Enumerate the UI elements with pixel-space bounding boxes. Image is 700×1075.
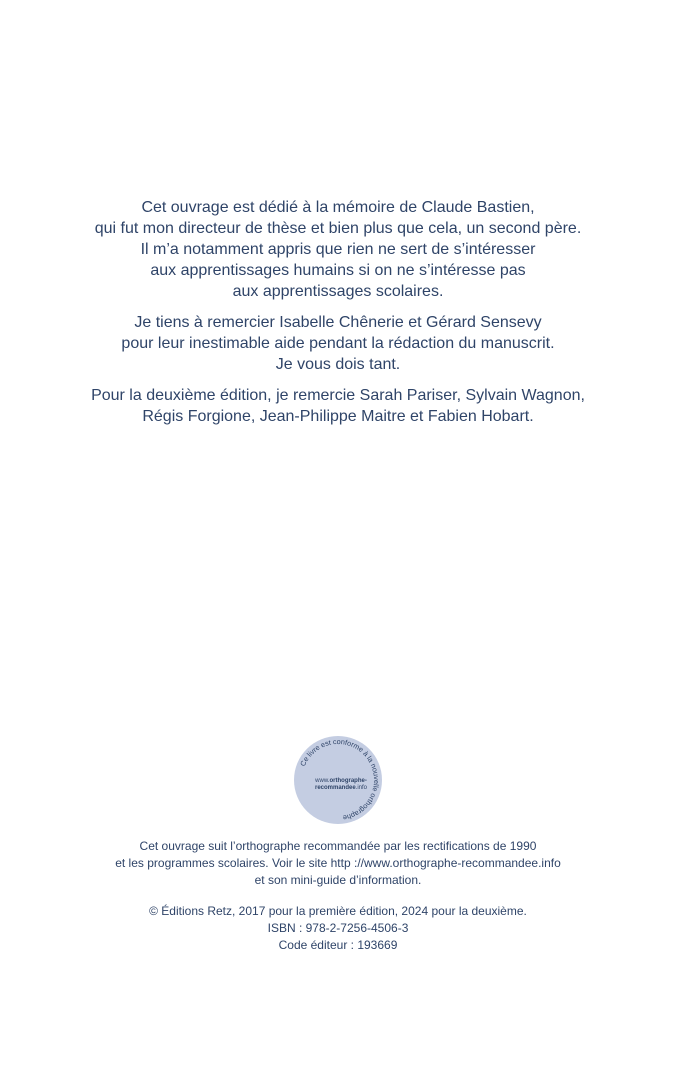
publisher-code-line: Code éditeur : 193669 (278, 938, 398, 952)
seal-site-bold-1: orthographe- (329, 778, 367, 784)
dedication-line: Je vous dois tant. (275, 356, 401, 373)
notice-line: et son mini-guide d’information. (254, 873, 422, 887)
notice-line: Cet ouvrage suit l’orthographe recommandée par les rectifications de 1990 (139, 839, 537, 853)
dedication-line: aux apprentissages humains si on ne s’intéresse pas (150, 262, 526, 279)
dedication-line: Je tiens à remercier Isabelle Chênerie et Gérard Sensevy (134, 314, 542, 331)
dedication-line: Régis Forgione, Jean-Philippe Maitre et Fabien Hobart. (142, 408, 534, 425)
dedication-paragraph-thanks (0, 312, 676, 375)
dedication-line: Pour la deuxième édition, je remercie Sarah Pariser, Sylvain Wagnon, (91, 387, 585, 404)
seal-site-prefix: www. (315, 778, 330, 784)
dedication-line: qui fut mon directeur de thèse et bien plus que cela, un second père. (94, 220, 582, 237)
orthography-seal (294, 736, 382, 824)
seal-ring-label: Ce livre est conforme à la nouvelle orthographe (298, 736, 382, 823)
dedication-block (0, 197, 676, 437)
notice-line: et les programmes scolaires. Voir le site http ://www.orthographe-recommandee.info (115, 856, 561, 870)
dedication-paragraph-memorial (0, 197, 676, 302)
dedication-line: Cet ouvrage est dédié à la mémoire de Claude Bastien, (141, 199, 535, 216)
dedication-line: pour leur inestimable aide pendant la rédaction du manuscrit. (121, 335, 555, 352)
dedication-paragraph-second-edition (0, 385, 676, 427)
isbn-line: ISBN : 978-2-7256-4506-3 (267, 921, 409, 935)
dedication-line: aux apprentissages scolaires. (232, 283, 444, 300)
copyright-line: © Éditions Retz, 2017 pour la première édition, 2024 pour la deuxième. (149, 904, 527, 918)
seal-website (306, 778, 376, 792)
legal-notice (0, 838, 676, 968)
dedication-line: Il m’a notamment appris que rien ne sert de s’intéresser (140, 241, 536, 258)
seal-site-bold-2: recommandee (314, 785, 356, 791)
orthography-notice (0, 838, 676, 889)
publication-info (0, 903, 676, 954)
seal-site-suffix: .info (355, 785, 368, 791)
